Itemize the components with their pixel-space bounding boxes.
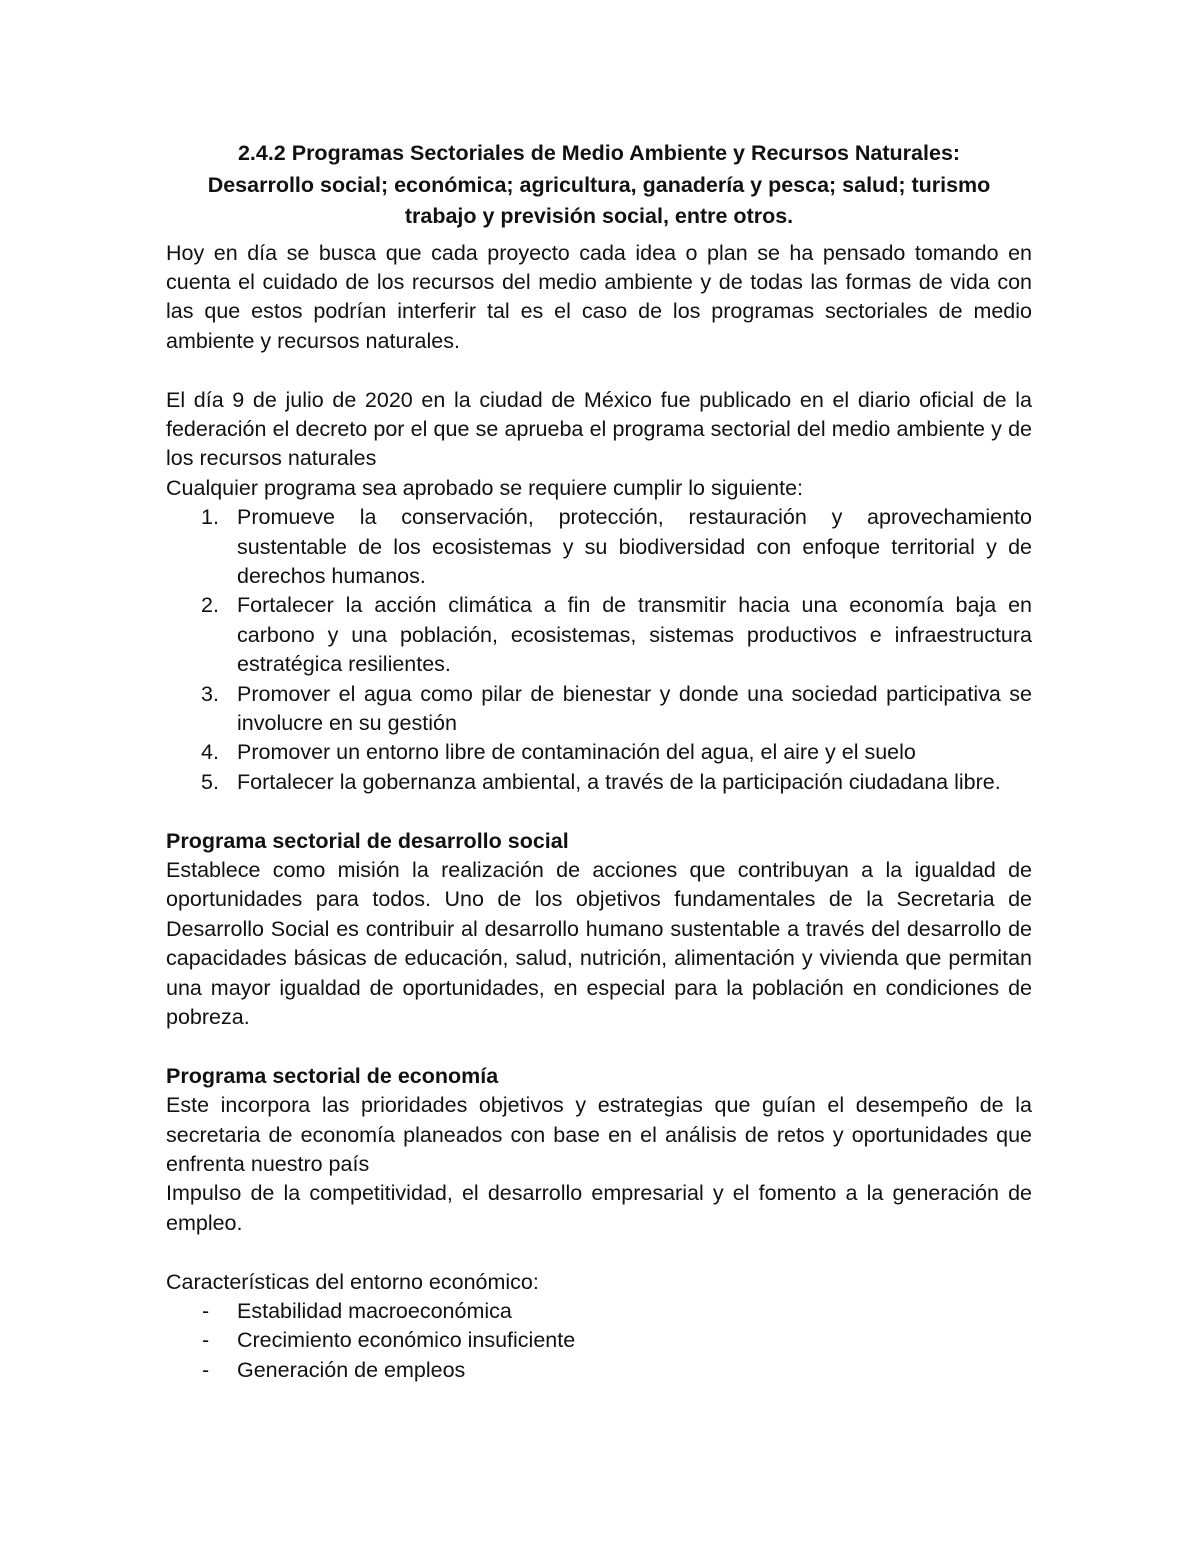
title-line-2: Desarrollo social; económica; agricultura, ganadería y pesca; salud; turismo	[207, 172, 991, 197]
list-item	[166, 738, 1032, 767]
spacer	[166, 1032, 1032, 1061]
requirements-list	[166, 503, 1032, 797]
title-line-1: 2.4.2 Programas Sectoriales de Medio Ambiente y Recursos Naturales:	[237, 141, 961, 165]
list-item	[166, 768, 1032, 797]
document-page	[166, 138, 1032, 1385]
economy-heading: Programa sectorial de economía	[166, 1063, 499, 1088]
intro-paragraph: Hoy en día se busca que cada proyecto cada idea o plan se ha pensado tomando en cuenta el cuidado de los recursos del medio ambiente y de todas las formas de vida con las que estos podrían interferir tal es el caso de los programas sectoriales de medio ambiente y recursos naturales.	[166, 240, 1032, 353]
economy-paragraph-1: Este incorpora las prioridades objetivos y estrategias que guían el desempeño de la secretaria de economía planeados con base en el análisis de retos y oportunidades que enfrenta nuestro país	[166, 1093, 1032, 1177]
list-item-number: 1.	[201, 505, 219, 530]
list-item-text: Crecimiento económico insuficiente	[237, 1328, 576, 1353]
list-item-text: Generación de empleos	[237, 1357, 466, 1382]
list-item-number: 3.	[201, 681, 219, 706]
features-list	[166, 1297, 1032, 1385]
social-heading: Programa sectorial de desarrollo social	[166, 828, 569, 853]
list-item-number: 4.	[201, 740, 219, 765]
list-item-text: Promueve la conservación, protección, restauración y aprovechamiento sustentable de los ecosistemas y su biodiversidad con enfoque territorial y de derechos humanos.	[237, 505, 1032, 588]
dash-bullet: -	[202, 1299, 210, 1324]
spacer	[166, 356, 1032, 385]
dash-bullet: -	[202, 1328, 210, 1353]
list-item	[166, 591, 1032, 679]
list-item	[166, 1356, 1032, 1385]
features-intro: Características del entorno económico:	[166, 1269, 539, 1294]
list-item-number: 2.	[201, 593, 219, 618]
list-item	[166, 1326, 1032, 1355]
list-item	[166, 680, 1032, 739]
list-item-text: Promover el agua como pilar de bienestar y donde una sociedad participativa se involucre en su gestión	[237, 681, 1032, 735]
list-item	[166, 503, 1032, 591]
social-paragraph: Establece como misión la realización de acciones que contribuyan a la igualdad de oportunidades para todos. Uno de los objetivos fundamentales de la Secretaria de Desarrollo Social es contribuir al desarrollo humano sustentable a través del desarrollo de capacidades básicas de educación, salud, nutrición, alimentación y vivienda que permitan una mayor igualdad de oportunidades, en especial para la población en condiciones de pobreza.	[166, 858, 1032, 1030]
list-item-text: Promover un entorno libre de contaminación del agua, el aire y el suelo	[237, 740, 916, 765]
list-item-text: Fortalecer la gobernanza ambiental, a través de la participación ciudadana libre.	[237, 769, 1001, 794]
title-line-3: trabajo y previsión social, entre otros.	[404, 204, 794, 228]
document-title	[166, 138, 1032, 233]
list-item-text: Fortalecer la acción climática a fin de transmitir hacia una economía baja en carbono y una población, ecosistemas, sistemas productivos e infraestructura estratégica resilientes.	[237, 593, 1032, 677]
list-item-text: Estabilidad macroeconómica	[237, 1299, 512, 1324]
economy-paragraph-2: Impulso de la competitividad, el desarrollo empresarial y el fomento a la generación de empleo.	[166, 1181, 1032, 1235]
list-item-number: 5.	[201, 769, 219, 794]
requirements-intro: Cualquier programa sea aprobado se requiere cumplir lo siguiente:	[166, 475, 804, 500]
decree-paragraph: El día 9 de julio de 2020 en la ciudad de México fue publicado en el diario oficial de la federación el decreto por el que se aprueba el programa sectorial del medio ambiente y de los recursos naturales	[166, 387, 1032, 471]
spacer	[166, 797, 1032, 826]
dash-bullet: -	[202, 1357, 210, 1382]
list-item	[166, 1297, 1032, 1326]
spacer	[166, 1238, 1032, 1267]
